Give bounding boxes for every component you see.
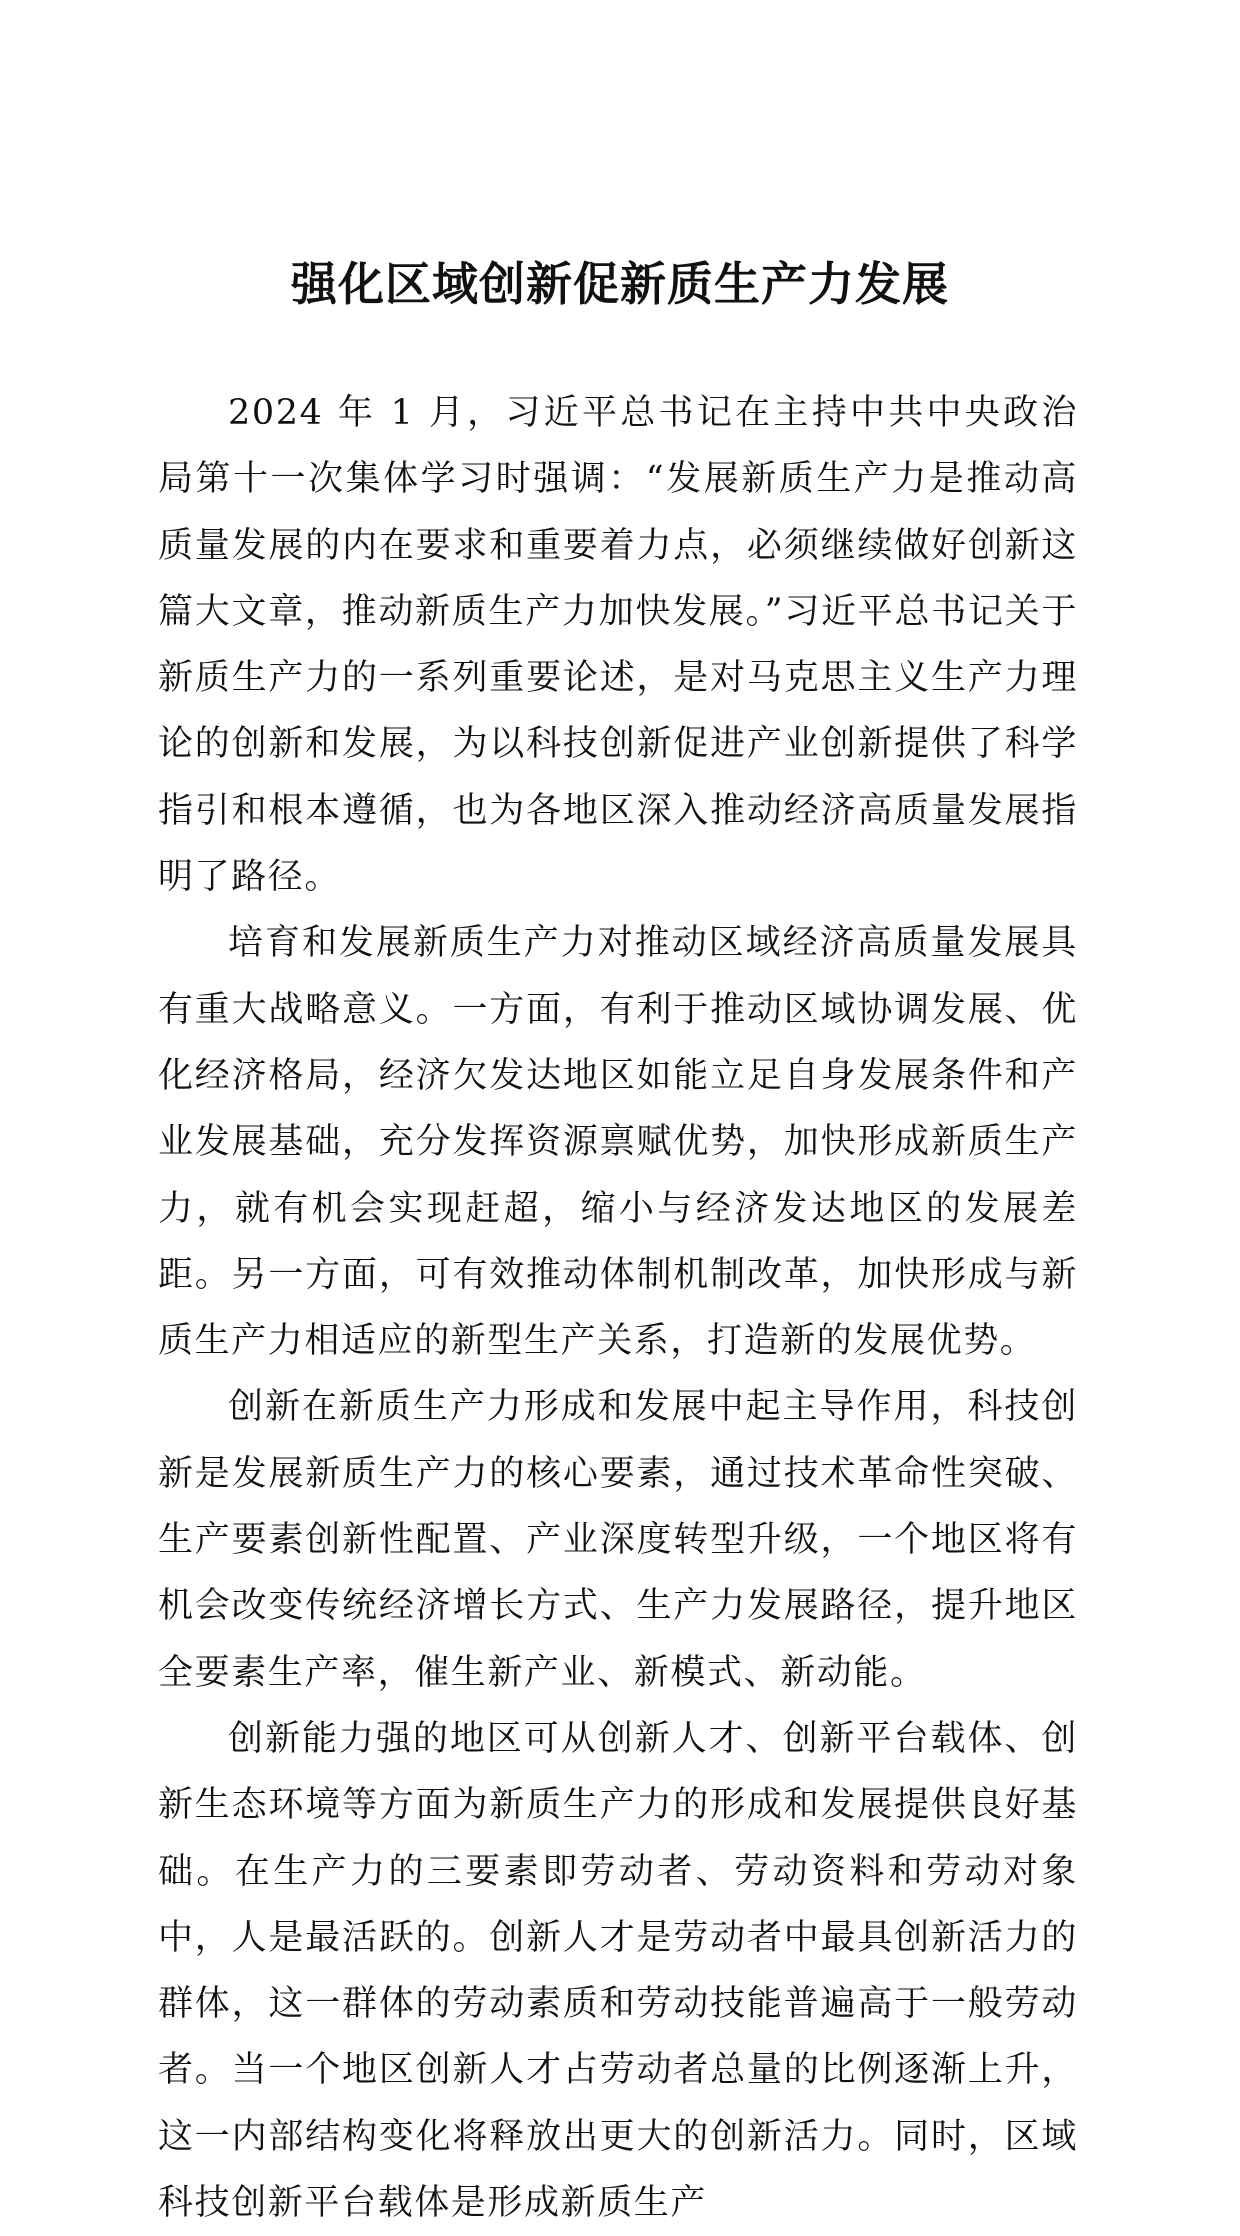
- paragraph-1: 2024 年 1 月，习近平总书记在主持中共中央政治局第十一次集体学习时强调：“发展新质生产力是推动高质量发展的内在要求和重要着力点，必须继续做好创新这篇大文章，推动新质生产力加快发展。”习近平总书记关于新质生产力的一系列重要论述，是对马克思主义生产力理论的创新和发展，为以科技创新促进产业创新提供了科学指引和根本遵循，也为各地区深入推动经济高质量发展指明了路径。: [158, 393, 1078, 898]
- paragraph-4: 创新能力强的地区可从创新人才、创新平台载体、创新生态环境等方面为新质生产力的形成和发展提供良好基础。在生产力的三要素即劳动者、劳动资料和劳动对象中，人是最活跃的。创新人才是劳动者中最具创新活力的群体，这一群体的劳动素质和劳动技能普遍高于一般劳动者。当一个地区创新人才占劳动者总量的比例逐渐上升，这一内部结构变化将释放出更大的创新活力。同时，区域科技创新平台载体是形成新质生产: [158, 1718, 1078, 2224]
- document-body: [158, 380, 1078, 2236]
- document-title: 强化区域创新促新质生产力发展: [291, 257, 949, 311]
- paragraph-2: 培育和发展新质生产力对推动区域经济高质量发展具有重大战略意义。一方面，有利于推动区域协调发展、优化经济格局，经济欠发达地区如能立足自身发展条件和产业发展基础，充分发挥资源禀赋优势，加快形成新质生产力，就有机会实现赶超，缩小与经济发达地区的发展差距。另一方面，可有效推动体制机制改革，加快形成与新质生产力相适应的新型生产关系，打造新的发展优势。: [158, 923, 1078, 1362]
- paragraph-3: 创新在新质生产力形成和发展中起主导作用，科技创新是发展新质生产力的核心要素，通过技术革命性突破、生产要素创新性配置、产业深度转型升级，一个地区将有机会改变传统经济增长方式、生产力发展路径，提升地区全要素生产率，催生新产业、新模式、新动能。: [158, 1387, 1078, 1693]
